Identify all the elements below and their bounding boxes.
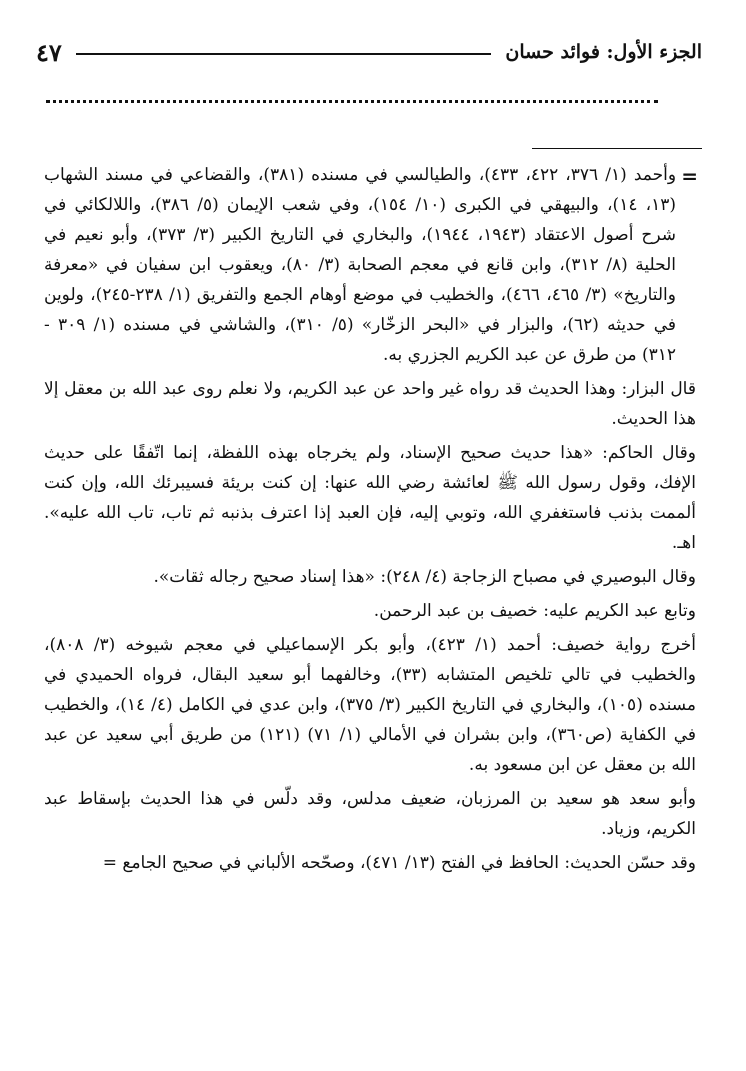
paragraph: قال البزار: وهذا الحديث قد رواه غير واحد عن عبد الكريم، ولا نعلم روى عبد الله بن معقل إلا هذا الحديث.: [44, 379, 696, 429]
header-rule: [76, 53, 492, 55]
continuation-mark: =: [681, 164, 698, 188]
running-header: [36, 34, 702, 70]
footnote-body: [44, 160, 697, 882]
dotted-separator: [46, 100, 658, 103]
paragraph: وأبو سعد هو سعيد بن المرزبان، ضعيف مدلس، وقد دلّس في هذا الحديث بإسقاط عبد الكريم، وزياد.: [44, 789, 696, 839]
footnote-rule: [532, 148, 702, 149]
paragraph: وقال الحاكم: «هذا حديث صحيح الإسناد، ولم يخرجاه بهذه اللفظة، إنما اتّفقًا على حديث الإفك، وقول رسول الله ﷺ لعائشة رضي الله عنها: إن كنت بريئة فسيبرئك الله، وإن كنت ألممت بذنب فاستغفري الله، وتوبي إليه، فإن العبد إذا اعترف بذنبه ثم تاب، تاب الله عليه». اهـ.: [44, 443, 696, 553]
paragraph: وقد حسّن الحديث: الحافظ في الفتح (١٣/ ٤٧١)، وصحّحه الألباني في صحيح الجامع =: [102, 853, 696, 873]
paragraph: وقال البوصيري في مصباح الزجاجة (٤/ ٢٤٨): «هذا إسناد صحيح رجاله ثقات».: [153, 567, 696, 587]
running-title: الجزء الأول: فوائد حسان: [505, 41, 702, 63]
paragraph: وأحمد (١/ ٣٧٦، ٤٢٢، ٤٣٣)، والطيالسي في مسنده (٣٨١)، والقضاعي في مسند الشهاب (١٣، ١٤)، والبيهقي في الكبرى (١٠/ ١٥٤)، وفي شعب الإيمان (٥/ ٣٨٦)، واللالكائي في شرح أصول الاعتقاد (١٩٤٣، ١٩٤٤)، والبخاري في التاريخ الكبير (٣/ ٣٧٣)، وأبو نعيم في الحلية (٨/ ٣١٢)، وابن قانع في معجم الصحابة (٣/ ٨٠)، ويعقوب ابن سفيان في «معرفة والتاريخ» (٣/ ٤٦٥، ٤٦٦)، والخطيب في موضع أوهام الجمع والتفريق (١/ ٢٣٨-٢٤٥)، ولوين في حديثه (٦٢)، والبزار في «البحر الزخّار» (٥/ ٣١٠)، والشاشي في مسنده (١/ ٣٠٩ - ٣١٢) من طرق عن عبد الكريم الجزري به.: [44, 165, 677, 365]
paragraph: وتابع عبد الكريم عليه: خصيف بن عبد الرحمن.: [373, 601, 696, 621]
paragraph: أخرج رواية خصيف: أحمد (١/ ٤٢٣)، وأبو بكر الإسماعيلي في معجم شيوخه (٣/ ٨٠٨)، والخطيب في تالي تلخيص المتشابه (٣٣)، وخالفهما أبو سعيد البقال، فرواه الحميدي في مسنده (١٠٥)، والبخاري في التاريخ الكبير (٣/ ٣٧٥)، وابن عدي في الكامل (٤/ ١٤)، والخطيب في الكفاية (ص٣٦٠)، وابن بشران في الأمالي (١/ ٧١) (١٢١) من طريق أبي سعيد عن عبد الله بن معقل عن ابن مسعود به.: [44, 635, 697, 775]
page-number: ٤٧: [36, 37, 62, 67]
